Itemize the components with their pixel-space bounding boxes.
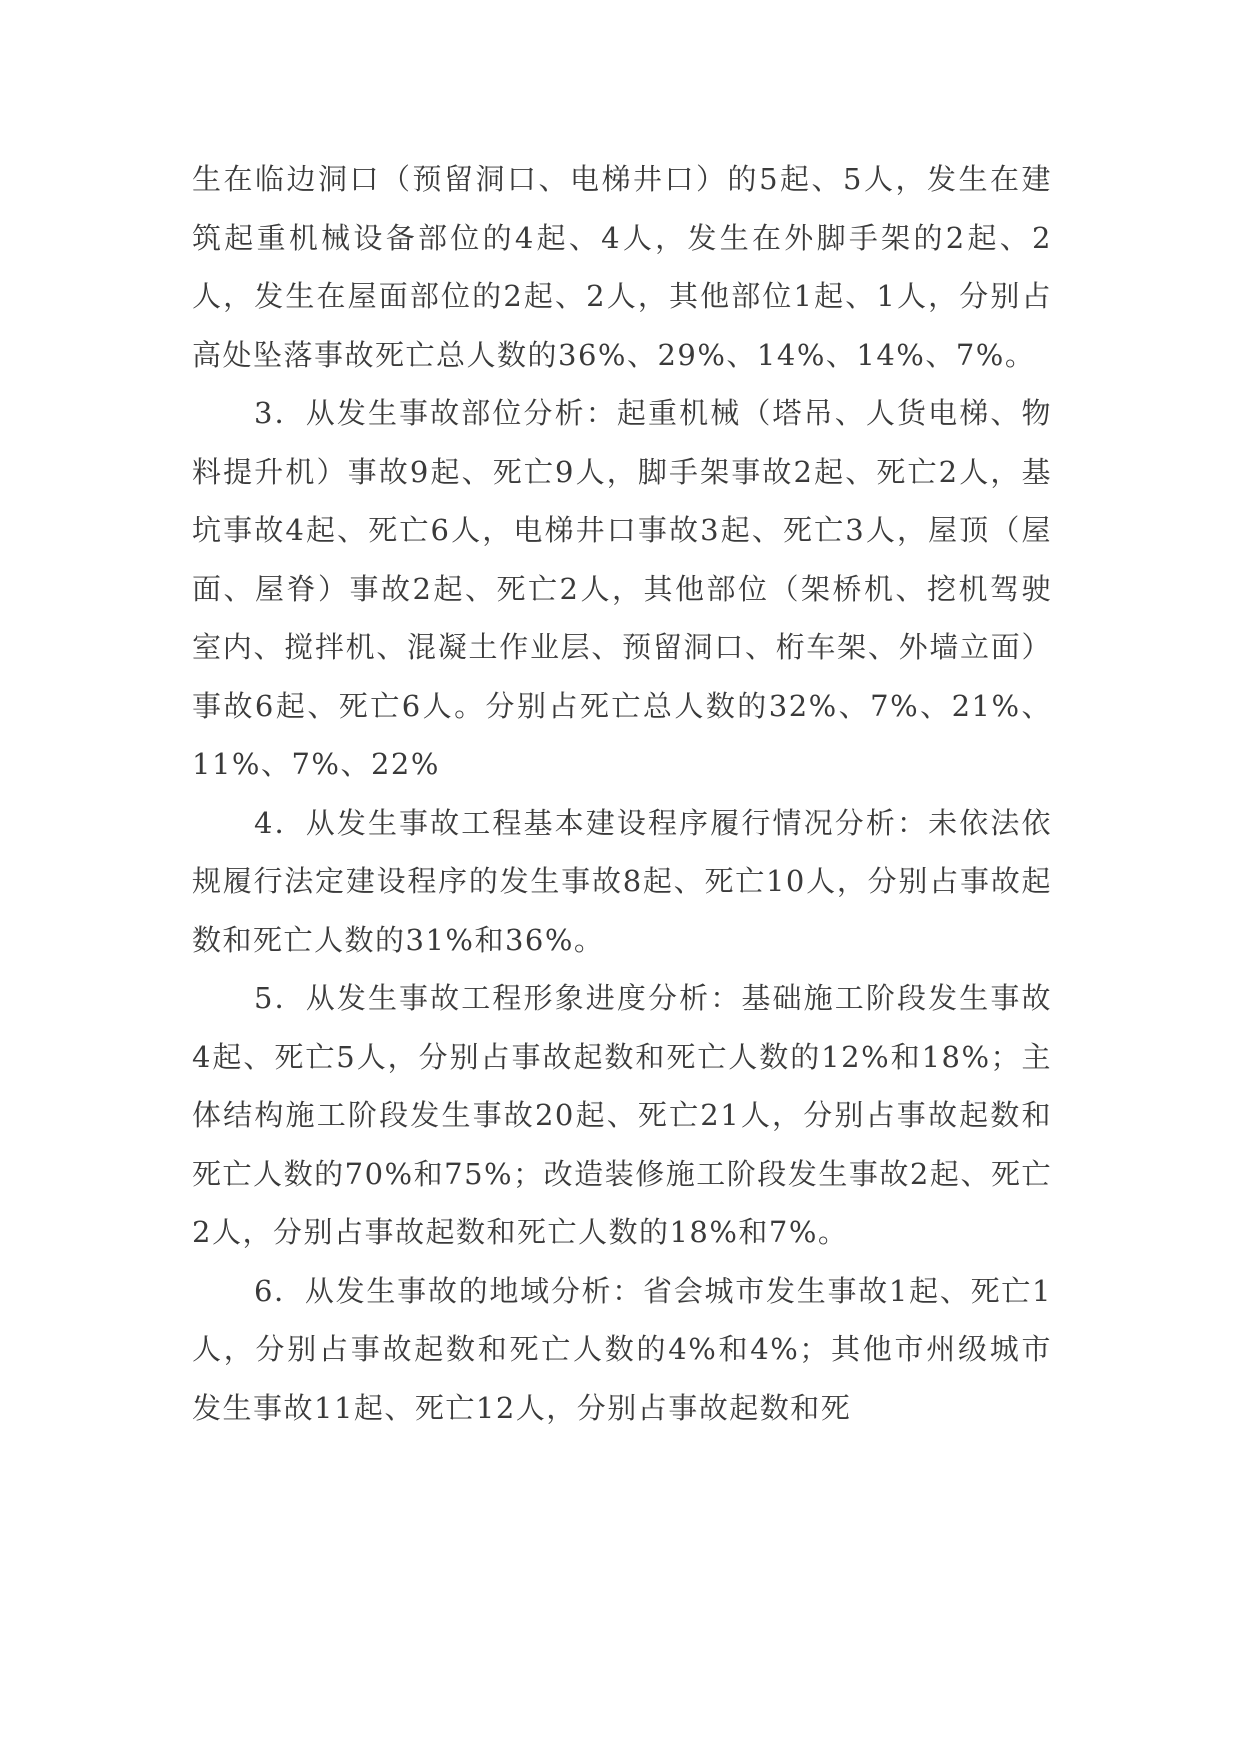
- document-body: [192, 150, 1052, 1437]
- paragraph-construction-progress-analysis: 5．从发生事故工程形象进度分析：基础施工阶段发生事故4起、死亡5人，分别占事故起数和死亡人数的12%和18%；主体结构施工阶段发生事故20起、死亡21人，分别占事故起数和死亡人数的70%和75%；改造装修施工阶段发生事故2起、死亡2人，分别占事故起数和死亡人数的18%和7%。: [192, 981, 1052, 1249]
- paragraph-construction-procedure-analysis: 4．从发生事故工程基本建设程序履行情况分析：未依法依规履行法定建设程序的发生事故8起、死亡10人，分别占事故起数和死亡人数的31%和36%。: [192, 805, 1052, 957]
- paragraph-regional-analysis: 6．从发生事故的地域分析：省会城市发生事故1起、死亡1人，分别占事故起数和死亡人数的4%和4%；其他市州级城市发生事故11起、死亡12人，分别占事故起数和死: [192, 1273, 1052, 1425]
- paragraph-fall-locations: 生在临边洞口（预留洞口、电梯井口）的5起、5人，发生在建筑起重机械设备部位的4起、4人，发生在外脚手架的2起、2人，发生在屋面部位的2起、2人，其他部位1起、1人，分别占高处坠落事故死亡总人数的36%、29%、14%、14%、7%。: [192, 162, 1052, 372]
- paragraph-accident-location-analysis: 3．从发生事故部位分析：起重机械（塔吊、人货电梯、物料提升机）事故9起、死亡9人，脚手架事故2起、死亡2人，基坑事故4起、死亡6人，电梯井口事故3起、死亡3人，屋顶（屋面、屋脊）事故2起、死亡2人，其他部位（架桥机、挖机驾驶室内、搅拌机、混凝土作业层、预留洞口、桁车架、外墙立面）事故6起、死亡6人。分别占死亡总人数的32%、7%、21%、11%、7%、22%: [192, 396, 1052, 781]
